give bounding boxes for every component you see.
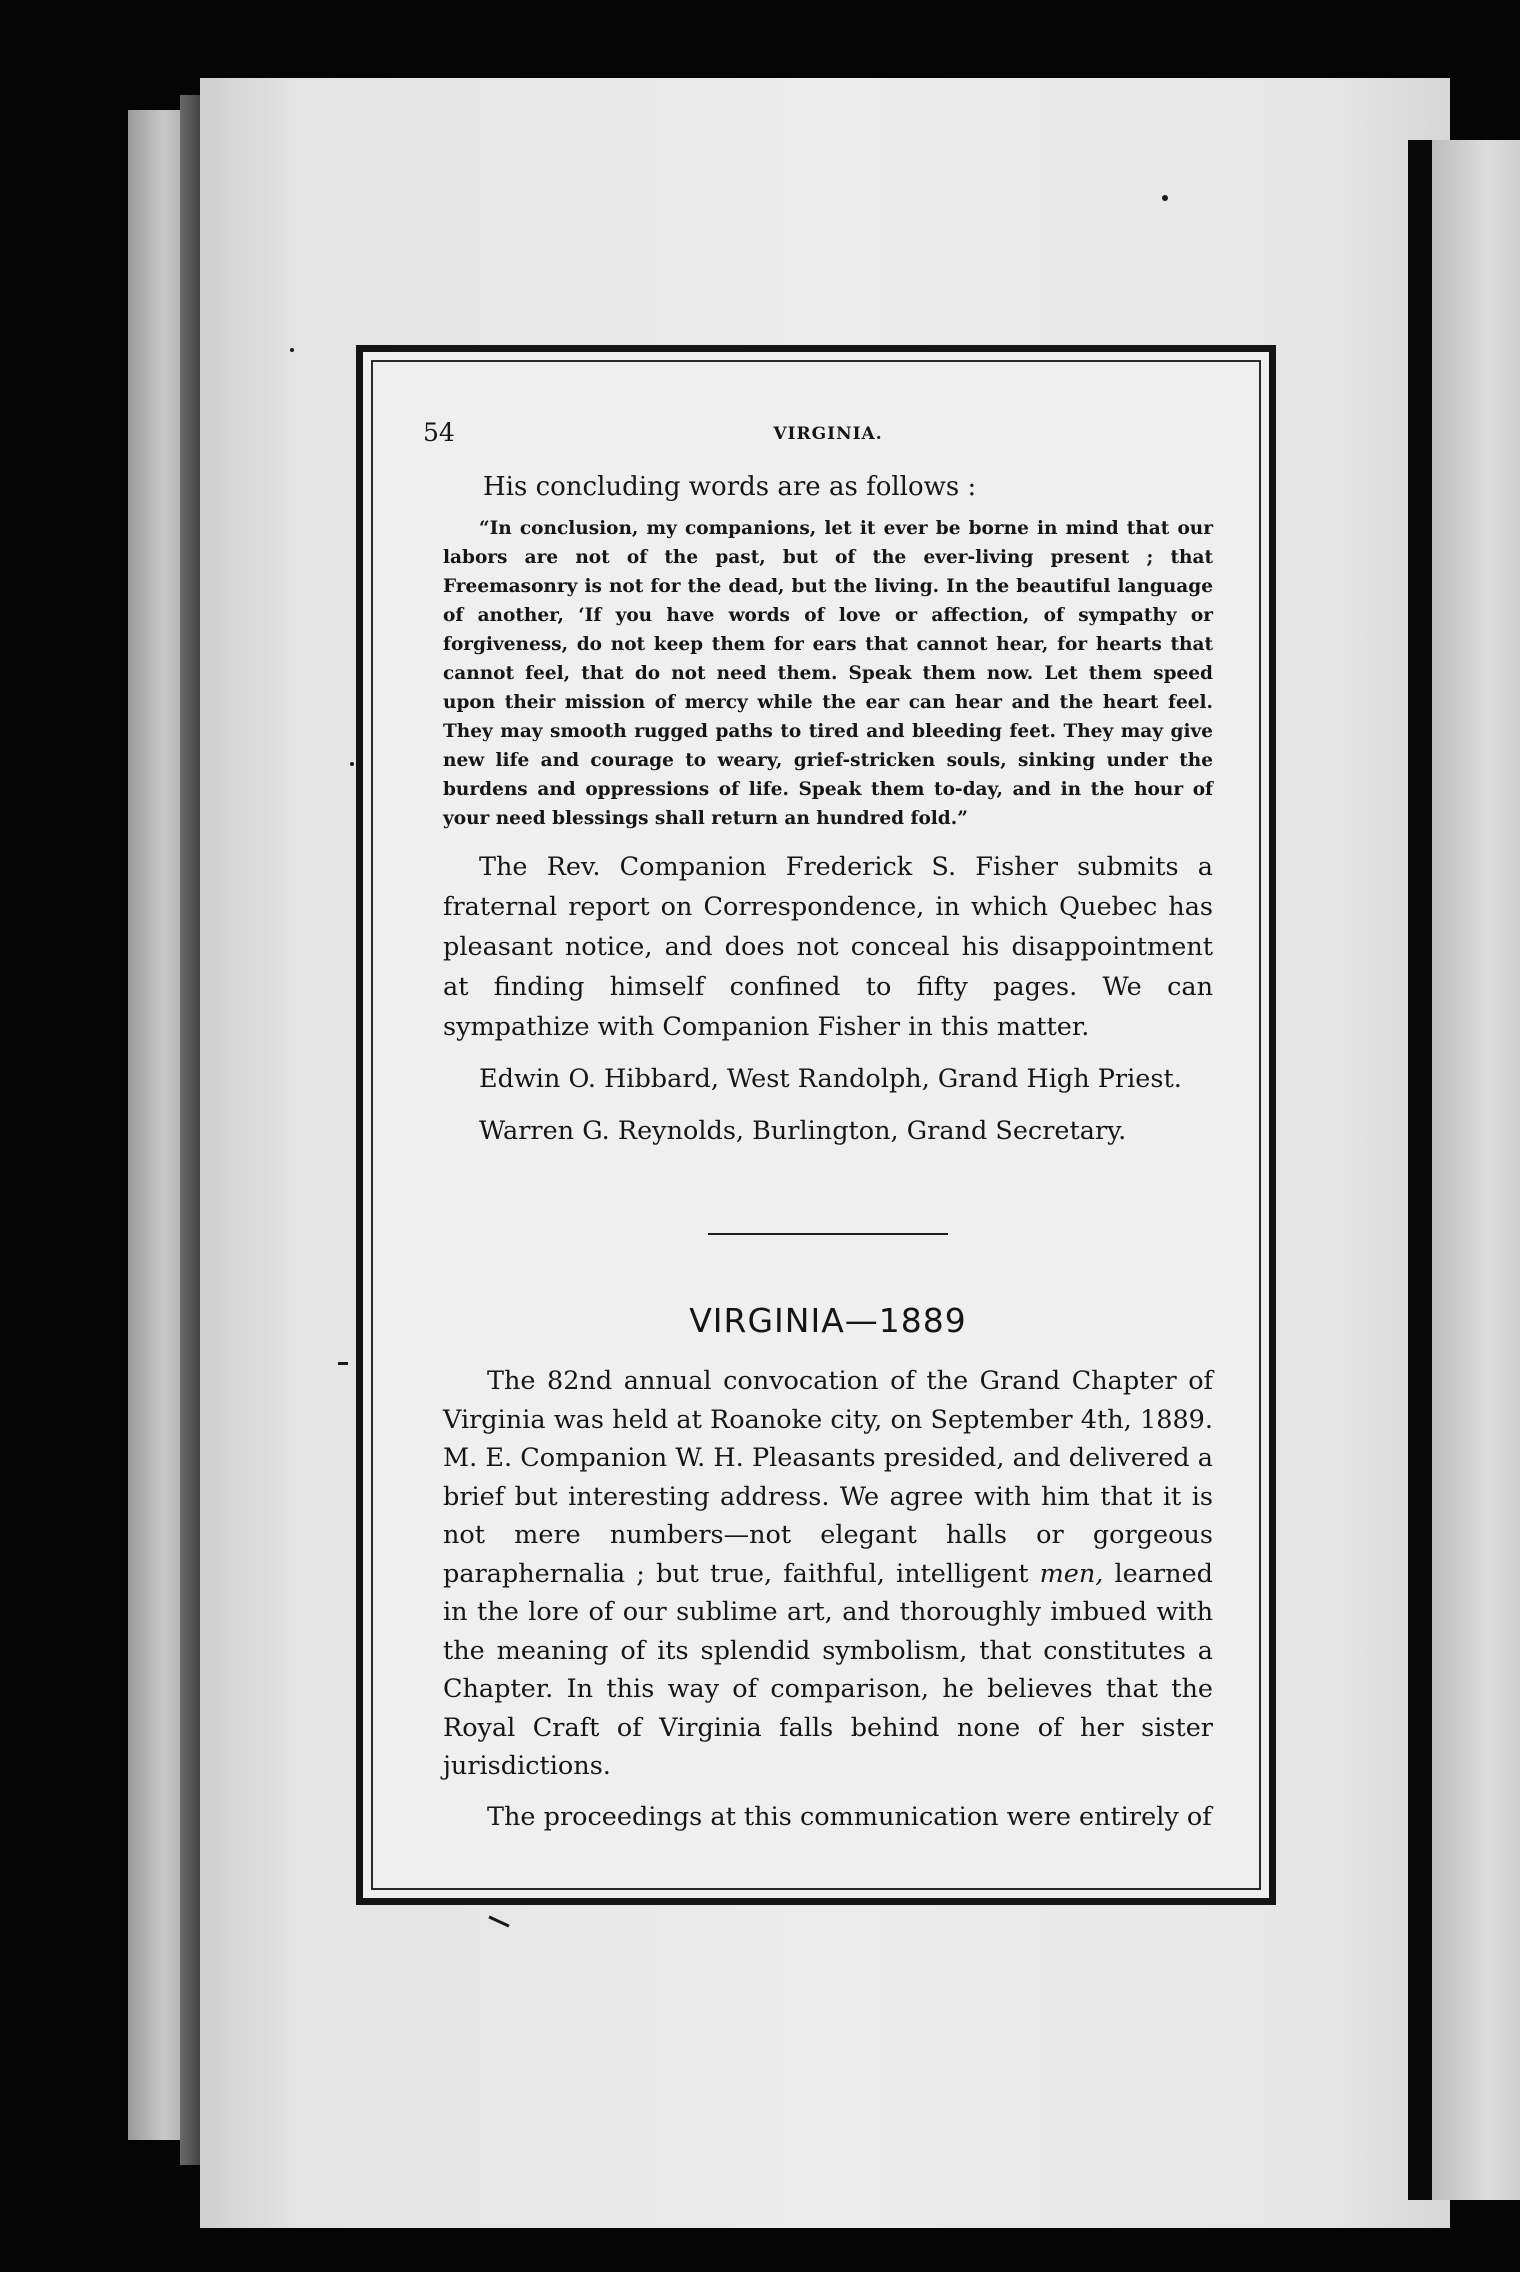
running-title: VIRGINIA. xyxy=(773,424,883,444)
officer-grand-secretary: Warren G. Reynolds, Burlington, Grand Secretary. xyxy=(479,1116,1127,1146)
page-border-frame xyxy=(356,345,1276,1905)
address-quotation: “In conclusion, my companions, let it ever be borne in mind that our labors are not of the past, but of the ever-living present ; that Freemasonry is not for the dead, but the living. In the beautiful language of another, ‘If you have words of love or affection, of sympathy or forgiveness, do not keep them for ears that cannot hear, for hearts that cannot feel, that do not need them. Speak them now. Let them speed upon their mission of mercy while the ear can hear and the heart feel. They may smooth rugged paths to tired and bleeding feet. They may give new life and courage to weary, grief-stricken souls, sinking under the burdens and oppressions of life. Speak them to-day, and in the hour of your need blessings shall return an hundred fold.” xyxy=(443,518,1213,829)
paragraph-convocation-text-cont: learned in the lore of our sublime art, and thoroughly imbued with the meaning of its splendid symbolism, that constitutes a Chapter. In this way of comparison, he believes that the Royal Craft of Virginia falls behind none of her sister jurisdictions. xyxy=(443,1558,1213,1781)
paragraph-convocation-text: The 82nd annual convocation of the Grand Chapter of Virginia was held at Roanoke city, on September 4th, 1889. M. E. Companion W. H. Pleasants presided, and delivered a brief but interesting address. We agree with him that it is not mere numbers—not elegant halls or gorgeous paraphernalia ; but true, faithful, intelligent xyxy=(443,1366,1213,1589)
paragraph-convocation xyxy=(443,1362,1213,1786)
next-page-edge xyxy=(1432,140,1520,2200)
scan-speck xyxy=(1162,195,1168,201)
paragraph-convocation-emphasis: men, xyxy=(1039,1558,1104,1589)
scan-speck xyxy=(290,348,294,352)
section-heading: VIRGINIA—1889 xyxy=(689,1301,967,1340)
paragraph-proceedings: The proceedings at this communication were entirely of xyxy=(487,1801,1212,1832)
scan-speck xyxy=(338,1362,348,1365)
running-head xyxy=(423,418,1213,462)
page-text-block xyxy=(423,418,1213,1836)
officer-grand-high-priest: Edwin O. Hibbard, West Randolph, Grand High Priest. xyxy=(479,1064,1182,1094)
book-spine-shadow xyxy=(1408,140,1432,2200)
section-divider-rule xyxy=(708,1233,948,1235)
page-number: 54 xyxy=(423,418,455,447)
paragraph-fisher-report: The Rev. Companion Frederick S. Fisher submits a fraternal report on Correspondence, in which Quebec has pleasant notice, and does not conceal his disappointment at finding himself confined to fifty pages. We can sympathize with Companion Fisher in this matter. xyxy=(443,852,1213,1042)
intro-line: His concluding words are as follows : xyxy=(483,472,977,502)
scan-speck xyxy=(350,762,354,766)
